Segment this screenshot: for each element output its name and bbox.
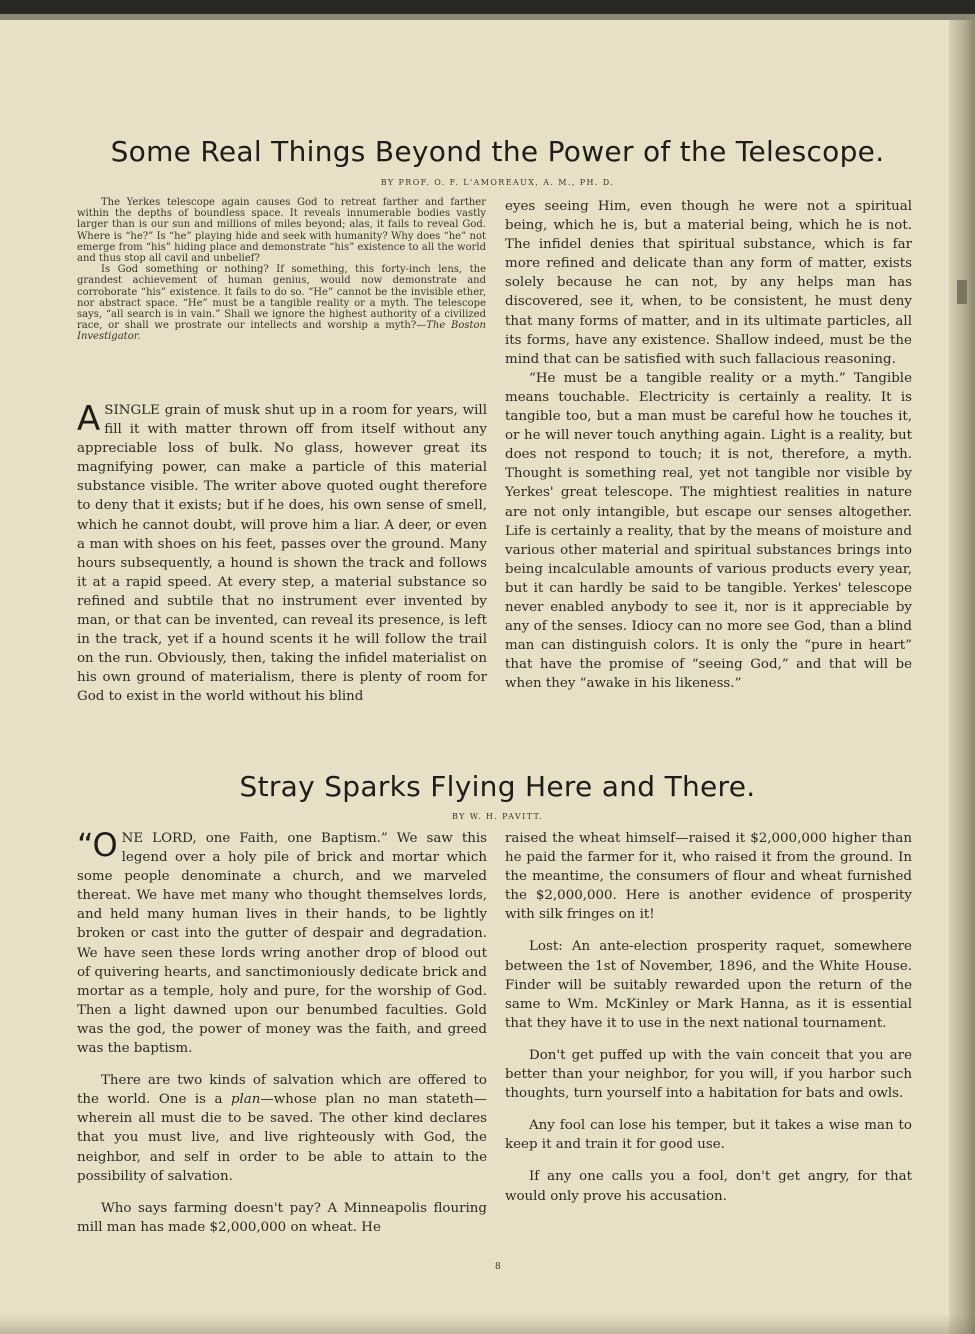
scan-page-edge [949, 20, 975, 1334]
article-2-paragraph-2 [77, 1071, 487, 1186]
article-2-column-left [77, 826, 487, 1250]
drop-cap: A [77, 399, 101, 439]
epigraph-source: The Boston Investigator. [77, 320, 487, 343]
article-2-column-right [505, 829, 912, 1219]
article-2-paragraph-2-text-b: —whose plan no man stateth—wherein all must die to be saved. The other kind declares that you must live, and live righteously with God, the neighbor, and self in order to be able to attain to the possibility of salvation. [77, 1092, 487, 1184]
article-2-paragraph-7: If any one calls you a fool, don't get angry, for that would only prove his accusation. [505, 1169, 912, 1204]
article-2-paragraph-6: Any fool can lose his temper, but it takes a wise man to keep it and train it for good use. [505, 1118, 912, 1153]
article-1-column-left [77, 401, 487, 707]
article-1-paragraph-1 [77, 401, 487, 707]
scan-top-shadow [0, 14, 975, 20]
article-2-paragraph-3: Who says farming doesn't pay? A Minneapolis flouring mill man has made $2,000,000 on wheat. He [77, 1200, 487, 1235]
epigraph-paragraph-2-text: Is God something or nothing? If something, this forty-inch lens, the grandest achievement of human genius, would now demonstrate and corroborate “his” existence. It fails to do so. “He” cannot be the invisible ether, nor abstract space. “He” must be a tangible reality or a myth. The telescope says, “all search is in vain.” Shall we ignore the highest authority of a civilized race, or shall we prostrate our intellects and worship a myth?— [77, 264, 486, 332]
article-1-paragraph-1-continued: eyes seeing Him, even though he were not a spiritual being, which he is, but a material being, which he is not. The infidel denies that spiritual substance, which is far more refined and delicate than any form of matter, exists solely because he can not, by any helps man has discovered, see it, when, to be consistent, he must deny that many forms of matter, and in its ultimate particles, all its forms, have any existence. Shallow indeed, must be the mind that can be satisfied with such fallacious reasoning. [505, 199, 912, 367]
article-2-paragraph-1-text: NE LORD, one Faith, one Baptism.” We saw this legend over a holy pile of brick and mortar which some people denominate a church, and we marveled thereat. We have met many who thought themselves lords, and held many human lives in their hands, to be lightly broken or cast into the gutter of despair and degradation. We have seen these lords wring another drop of blood out of quivering hearts, and sanctimoniously dedicate brick and mortar as a temple, holy and pure, for the worship of God. Then a light dawned upon our benumbed faculties. Gold was the god, the power of money was the faith, and greed was the baptism. [77, 831, 487, 1057]
epigraph-paragraph-2 [77, 264, 486, 342]
drop-cap [77, 826, 118, 864]
article-1-epigraph [77, 197, 486, 343]
page-number: 8 [495, 1262, 501, 1272]
drop-quote-mark: “ [77, 826, 93, 864]
article-2-byline: BY W. H. PAVITT. [451, 812, 544, 821]
article-1-byline: BY PROF. O. F. L'AMOREAUX, A. M., PH. D. [380, 178, 615, 187]
scan-mark [957, 280, 967, 304]
article-2-paragraph-2-emphasis: plan [230, 1092, 261, 1108]
article-1-paragraph-2: “He must be a tangible reality or a myth.” Tangible means touchable. Electricity is certainly a reality. It is tangible too, but a man must be careful how he touches it, or he will never touch anything again. Light is a reality, but does not respond to touch; it is not, therefore, a myth. Thought is something real, yet not tangible nor visible by Yerkes' great telescope. The mightiest realities in nature are not only intangible, but escape our senses altogether. Life is certainly a reality, that by the means of moisture and various other material and spiritual substances brings into being incalculable amounts of various products every year, but it can hardly be said to be tangible. Yerkes' telescope never enabled anybody to see it, nor is it appreciable by any of the senses. Idiocy can no more see God, than a blind man can distinguish colors. It is only the “pure in heart” that have the promise of “seeing God,” and that will be when they “awake in his likeness.” [505, 370, 912, 692]
scan-top-border [0, 0, 975, 14]
article-2-paragraph-4: Lost: An ante-election prosperity raquet, somewhere between the 1st of November, 1896, and the White House. Finder will be suitably rewarded upon the return of the same to Wm. McKinley or Mark Hanna, as it is essential that they have it to use in the next national tournament. [505, 939, 912, 1031]
epigraph-paragraph-1: The Yerkes telescope again causes God to retreat farther and farther within the depths of boundless space. It reveals innumerable bodies vastly larger than is our sun and millions of miles beyond; alas, it fails to reveal God. Where is “he?” Is “he” playing hide and seek with humanity? Why does “he” not emerge from “his” hiding place and demonstrate “his” existence to all the world and thus stop all cavil and unbelief? [77, 197, 486, 265]
article-2-paragraph-3-continued: raised the wheat himself—raised it $2,000,000 higher than he paid the farmer for it, who raised it from the ground. In the meantime, the consumers of flour and wheat furnished the $2,000,000. Here is another evidence of prosperity with silk fringes on it! [505, 831, 912, 923]
article-2-title: Stray Sparks Flying Here and There. [239, 770, 756, 803]
scan-bottom-shadow [0, 1314, 975, 1334]
article-2-paragraph-2-text-a: There are two kinds of salvation which are offered to the world. One is a [77, 1073, 487, 1108]
article-2-paragraph-5: Don't get puffed up with the vain conceit that you are better than your neighbor, for you will, if you harbor such thoughts, turn yourself into a habitation for bats and owls. [505, 1047, 912, 1102]
article-2-paragraph-1 [77, 826, 487, 1058]
drop-cap-letter: O [92, 826, 118, 864]
article-1-paragraph-1-text: SINGLE grain of musk shut up in a room for years, will fill it with matter thrown off from itself without any appreciable loss of bulk. No glass, however great its magnifying power, can make a particle of this material substance visible. The writer above quoted ought therefore to deny that it exists; but if he does, his own sense of smell, which he cannot doubt, will prove him a liar. A deer, or even a man with shoes on his feet, passes over the ground. Many hours subsequently, a hound is shown the track and follows it at a rapid speed. At every step, a material substance so refined and subtile that no instrument ever invented by man, or that can be invented, can reveal its presence, is left in the track, yet if a hound scents it he will follow the trail on the run. Obviously, then, taking the infidel materialist on his own ground of materialism, there is plenty of room for God to exist in the world without his blind [77, 403, 487, 705]
article-1-column-right [505, 197, 912, 693]
article-1-title: Some Real Things Beyond the Power of the Telescope. [110, 135, 885, 168]
